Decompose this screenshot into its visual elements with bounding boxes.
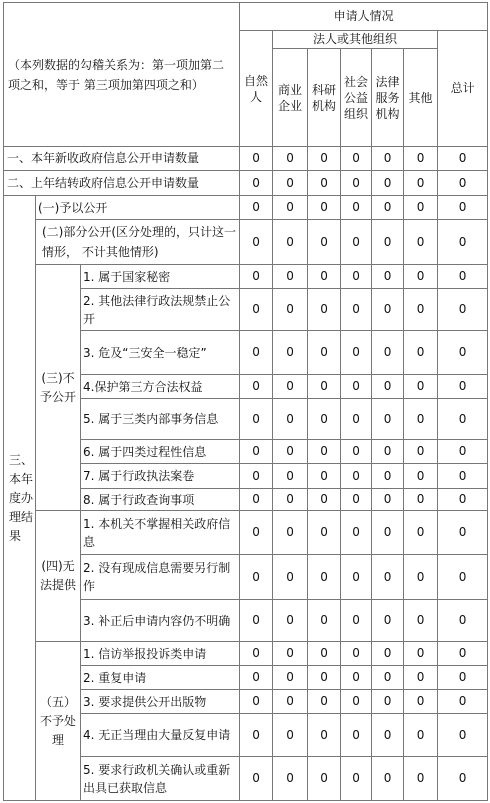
col-natural-person: 自然人 xyxy=(240,31,273,147)
cell: 0 xyxy=(404,220,438,265)
cell: 0 xyxy=(372,196,404,220)
cell: 0 xyxy=(308,757,341,801)
cell: 0 xyxy=(404,511,438,555)
cell: 0 xyxy=(273,642,308,666)
cell: 0 xyxy=(438,375,488,399)
cell: 0 xyxy=(438,289,488,331)
row-label: 1. 信访举报投诉类申请 xyxy=(81,642,240,666)
table-description: （本列数据的勾稽关系为：第一项加第二项之和，等于 第三项加第四项之和） xyxy=(4,3,240,147)
col-research: 科研机构 xyxy=(308,49,341,147)
cell: 0 xyxy=(341,399,372,440)
cell: 0 xyxy=(404,757,438,801)
cell: 0 xyxy=(308,555,341,600)
cell: 0 xyxy=(438,147,488,171)
table-row xyxy=(4,171,488,196)
cell: 0 xyxy=(240,375,273,399)
row-label: 4.保护第三方合法权益 xyxy=(81,375,240,399)
cell: 0 xyxy=(308,666,341,690)
table-row xyxy=(4,196,488,220)
cell: 0 xyxy=(308,375,341,399)
cell: 0 xyxy=(438,642,488,666)
table-row xyxy=(4,511,488,555)
row-label: 2. 没有现成信息需要另行制作 xyxy=(81,555,240,600)
cell: 0 xyxy=(341,690,372,714)
cell: 0 xyxy=(372,147,404,171)
cell: 0 xyxy=(404,289,438,331)
cell: 0 xyxy=(438,600,488,642)
statistics-table xyxy=(3,2,488,801)
col-business: 商业企业 xyxy=(273,49,308,147)
cell: 0 xyxy=(341,511,372,555)
cell: 0 xyxy=(341,375,372,399)
cell: 0 xyxy=(273,265,308,289)
cell: 0 xyxy=(438,196,488,220)
cell: 0 xyxy=(308,171,341,196)
cell: 0 xyxy=(240,440,273,464)
cell: 0 xyxy=(273,375,308,399)
cell: 0 xyxy=(240,171,273,196)
cell: 0 xyxy=(372,265,404,289)
cell: 0 xyxy=(438,489,488,511)
row-label: 6. 属于四类过程性信息 xyxy=(81,440,240,464)
row-label: 5. 属于三类内部事务信息 xyxy=(81,399,240,440)
cell: 0 xyxy=(404,399,438,440)
cell: 0 xyxy=(372,511,404,555)
cell: 0 xyxy=(240,642,273,666)
cell: 0 xyxy=(341,440,372,464)
cell: 0 xyxy=(273,147,308,171)
cell: 0 xyxy=(273,220,308,265)
cell: 0 xyxy=(404,196,438,220)
cell: 0 xyxy=(341,147,372,171)
cell: 0 xyxy=(273,690,308,714)
cell: 0 xyxy=(341,289,372,331)
group-label-not-processed: （五）不予处理 xyxy=(36,642,81,801)
row-label: 3. 补正后申请内容仍不明确 xyxy=(81,600,240,642)
cell: 0 xyxy=(404,147,438,171)
cell: 0 xyxy=(308,600,341,642)
cell: 0 xyxy=(372,600,404,642)
group-label-unable: (四)无法提供 xyxy=(36,511,81,642)
cell: 0 xyxy=(341,171,372,196)
cell: 0 xyxy=(273,196,308,220)
row-label: 2. 重复申请 xyxy=(81,666,240,690)
cell: 0 xyxy=(438,331,488,375)
cell: 0 xyxy=(308,489,341,511)
cell: 0 xyxy=(308,511,341,555)
row-label: (一)予以公开 xyxy=(36,196,240,220)
cell: 0 xyxy=(341,666,372,690)
cell: 0 xyxy=(240,555,273,600)
cell: 0 xyxy=(404,555,438,600)
cell: 0 xyxy=(372,642,404,666)
col-other: 其他 xyxy=(404,49,438,147)
cell: 0 xyxy=(273,600,308,642)
cell: 0 xyxy=(341,220,372,265)
cell: 0 xyxy=(341,757,372,801)
cell: 0 xyxy=(341,489,372,511)
cell: 0 xyxy=(438,265,488,289)
cell: 0 xyxy=(341,555,372,600)
row-label: 3. 要求提供公开出版物 xyxy=(81,690,240,714)
cell: 0 xyxy=(438,757,488,801)
cell: 0 xyxy=(308,289,341,331)
cell: 0 xyxy=(308,196,341,220)
org-group-header: 法人或其他组织 xyxy=(273,31,438,49)
cell: 0 xyxy=(404,375,438,399)
cell: 0 xyxy=(404,331,438,375)
cell: 0 xyxy=(341,464,372,489)
cell: 0 xyxy=(240,265,273,289)
row-label: 3. 危及“三安全一稳定” xyxy=(81,331,240,375)
cell: 0 xyxy=(372,714,404,757)
cell: 0 xyxy=(240,147,273,171)
cell: 0 xyxy=(273,399,308,440)
row-label: (二)部分公开(区分处理的，只计这一情形， 不计其他情形) xyxy=(36,220,240,265)
table-row xyxy=(4,147,488,171)
cell: 0 xyxy=(308,714,341,757)
cell: 0 xyxy=(372,399,404,440)
table-row xyxy=(4,265,488,289)
cell: 0 xyxy=(308,440,341,464)
cell: 0 xyxy=(240,399,273,440)
cell: 0 xyxy=(372,440,404,464)
cell: 0 xyxy=(240,196,273,220)
cell: 0 xyxy=(372,464,404,489)
row-label: 5. 要求行政机关确认或重新出具已获取信息 xyxy=(81,757,240,801)
cell: 0 xyxy=(438,714,488,757)
cell: 0 xyxy=(240,511,273,555)
cell: 0 xyxy=(372,489,404,511)
cell: 0 xyxy=(240,464,273,489)
cell: 0 xyxy=(240,666,273,690)
cell: 0 xyxy=(341,196,372,220)
cell: 0 xyxy=(273,555,308,600)
cell: 0 xyxy=(372,220,404,265)
cell: 0 xyxy=(372,555,404,600)
row-label: 2. 其他法律行政法规禁止公开 xyxy=(81,289,240,331)
cell: 0 xyxy=(341,265,372,289)
row-label: 8. 属于行政查询事项 xyxy=(81,489,240,511)
cell: 0 xyxy=(438,690,488,714)
cell: 0 xyxy=(273,511,308,555)
cell: 0 xyxy=(273,464,308,489)
table-row xyxy=(4,220,488,265)
cell: 0 xyxy=(273,440,308,464)
cell: 0 xyxy=(308,331,341,375)
cell: 0 xyxy=(308,642,341,666)
col-ngo: 社会公益组织 xyxy=(341,49,372,147)
cell: 0 xyxy=(240,690,273,714)
cell: 0 xyxy=(404,690,438,714)
cell: 0 xyxy=(438,399,488,440)
row-label: 1. 属于国家秘密 xyxy=(81,265,240,289)
cell: 0 xyxy=(438,440,488,464)
applicant-header: 申请人情况 xyxy=(240,3,488,31)
cell: 0 xyxy=(273,666,308,690)
cell: 0 xyxy=(341,331,372,375)
cell: 0 xyxy=(308,690,341,714)
group-label-not-disclosed: (三)不予公开 xyxy=(36,265,81,511)
cell: 0 xyxy=(404,440,438,464)
cell: 0 xyxy=(438,171,488,196)
cell: 0 xyxy=(438,555,488,600)
cell: 0 xyxy=(341,714,372,757)
cell: 0 xyxy=(438,511,488,555)
cell: 0 xyxy=(273,171,308,196)
cell: 0 xyxy=(240,489,273,511)
cell: 0 xyxy=(240,220,273,265)
col-legal: 法律服务机构 xyxy=(372,49,404,147)
cell: 0 xyxy=(372,666,404,690)
cell: 0 xyxy=(308,147,341,171)
cell: 0 xyxy=(240,757,273,801)
cell: 0 xyxy=(273,289,308,331)
row-label: 1. 本机关不掌握相关政府信息 xyxy=(81,511,240,555)
cell: 0 xyxy=(308,464,341,489)
cell: 0 xyxy=(308,399,341,440)
row-label: 4. 无正当理由大量反复申请 xyxy=(81,714,240,757)
cell: 0 xyxy=(404,714,438,757)
cell: 0 xyxy=(372,171,404,196)
section3-label: 三、本年度办理结果 xyxy=(4,196,36,801)
cell: 0 xyxy=(341,600,372,642)
cell: 0 xyxy=(341,642,372,666)
cell: 0 xyxy=(240,289,273,331)
cell: 0 xyxy=(404,642,438,666)
row-label: 一、本年新收政府信息公开申请数量 xyxy=(4,147,240,171)
cell: 0 xyxy=(372,289,404,331)
cell: 0 xyxy=(372,690,404,714)
cell: 0 xyxy=(404,171,438,196)
row-label: 7. 属于行政执法案卷 xyxy=(81,464,240,489)
cell: 0 xyxy=(273,489,308,511)
cell: 0 xyxy=(404,600,438,642)
cell: 0 xyxy=(308,220,341,265)
cell: 0 xyxy=(273,757,308,801)
cell: 0 xyxy=(372,331,404,375)
col-total: 总计 xyxy=(438,31,488,147)
cell: 0 xyxy=(273,331,308,375)
cell: 0 xyxy=(240,714,273,757)
cell: 0 xyxy=(240,331,273,375)
cell: 0 xyxy=(438,220,488,265)
cell: 0 xyxy=(372,757,404,801)
cell: 0 xyxy=(438,666,488,690)
cell: 0 xyxy=(404,489,438,511)
cell: 0 xyxy=(372,375,404,399)
cell: 0 xyxy=(404,464,438,489)
cell: 0 xyxy=(404,666,438,690)
cell: 0 xyxy=(438,464,488,489)
cell: 0 xyxy=(308,265,341,289)
cell: 0 xyxy=(273,714,308,757)
table-row xyxy=(4,642,488,666)
cell: 0 xyxy=(240,600,273,642)
cell: 0 xyxy=(404,265,438,289)
row-label: 二、上年结转政府信息公开申请数量 xyxy=(4,171,240,196)
